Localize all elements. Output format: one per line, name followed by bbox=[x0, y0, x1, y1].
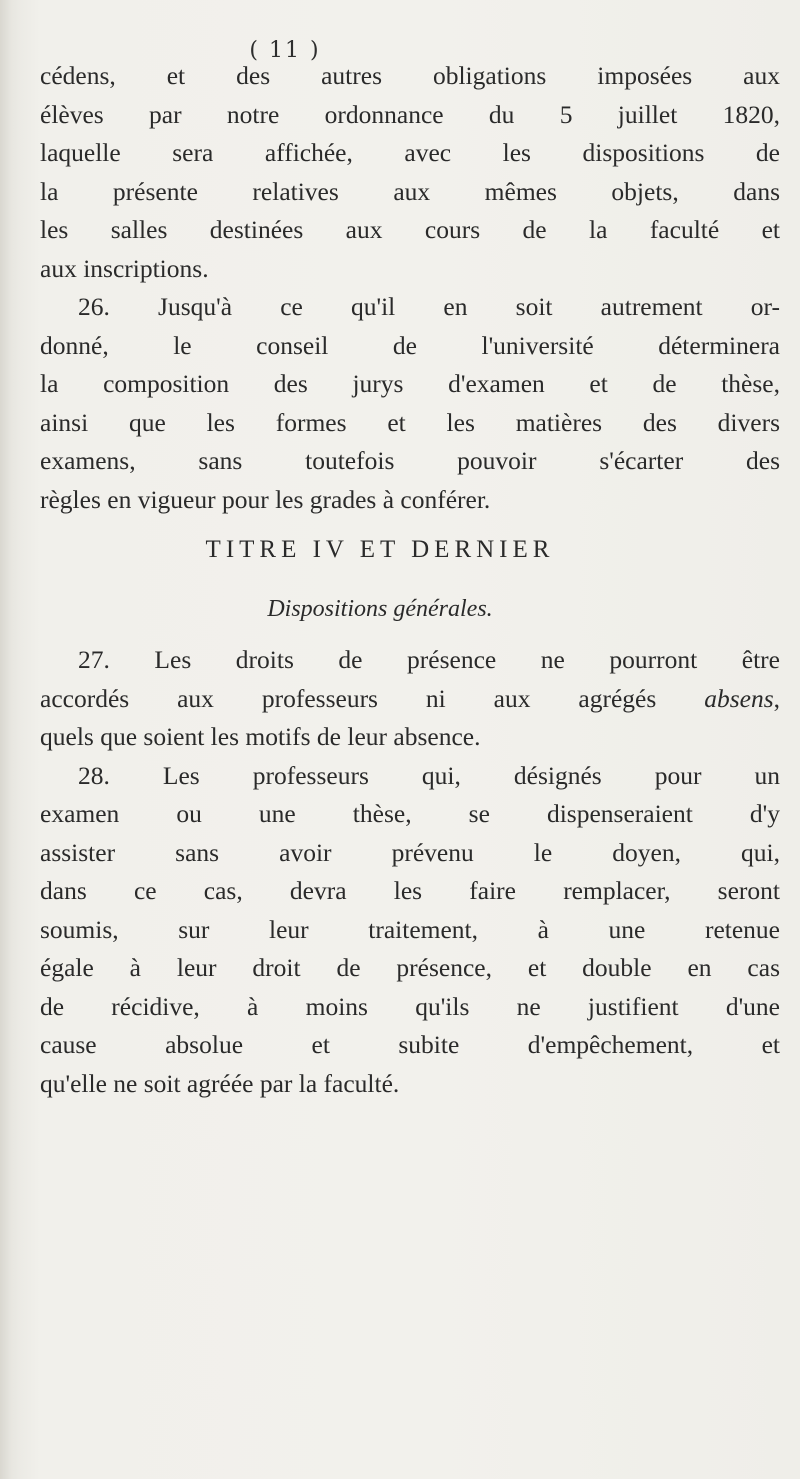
text-line: ainsi que les formes et les matières des divers bbox=[40, 407, 780, 437]
text-line: laquelle sera affichée, avec les dispositions de bbox=[40, 138, 780, 167]
paragraph-continued bbox=[40, 57, 780, 288]
italic-word: absens bbox=[704, 683, 774, 713]
text-line: assister sans avoir prévenu le doyen, qui, bbox=[40, 837, 780, 867]
text-line: de récidive, à moins qu'ils ne justifient d'une bbox=[40, 991, 780, 1021]
section-subtitle: Dispositions générales. bbox=[267, 596, 493, 622]
text-line: cause absolue et subite d'empêchement, et bbox=[40, 1030, 780, 1059]
text-segment: , bbox=[773, 683, 780, 713]
text-line: dans ce cas, devra les faire remplacer, seront bbox=[40, 876, 780, 905]
text-line: les salles destinées aux cours de la faculté et bbox=[40, 215, 780, 244]
text-line: soumis, sur leur traitement, à une retenue bbox=[40, 914, 780, 944]
page-number: ( 11 ) bbox=[249, 38, 321, 63]
text-line: examens, sans toutefois pouvoir s'écarter des bbox=[40, 446, 780, 475]
text-line: 27. Les droits de présence ne pourront être bbox=[78, 645, 780, 674]
text-line: règles en vigueur pour les grades à conférer. bbox=[40, 484, 491, 514]
text-line: élèves par notre ordonnance du 5 juillet 1820, bbox=[40, 99, 780, 129]
article-26 bbox=[40, 288, 780, 519]
text-line bbox=[40, 680, 780, 719]
binding-edge bbox=[0, 0, 18, 1479]
text-line: aux inscriptions. bbox=[40, 253, 209, 283]
text-line: examen ou une thèse, se dispenseraient d'y bbox=[40, 799, 780, 828]
text-line: égale à leur droit de présence, et double en cas bbox=[40, 953, 780, 982]
article-27 bbox=[40, 641, 780, 757]
article-28 bbox=[40, 757, 780, 1104]
text-line: 26. Jusqu'à ce qu'il en soit autrement or- bbox=[78, 292, 780, 321]
text-line: 28. Les professeurs qui, désignés pour un bbox=[78, 760, 780, 790]
text-segment: accordés aux professeurs ni aux agrégés bbox=[40, 683, 705, 713]
text-line: la présente relatives aux mêmes objets, dans bbox=[40, 176, 780, 206]
page-text bbox=[40, 57, 780, 1103]
text-line: la composition des jurys d'examen et de thèse, bbox=[40, 369, 780, 398]
text-line: qu'elle ne soit agréée par la faculté. bbox=[40, 1068, 400, 1098]
section-title: TITRE IV ET DERNIER bbox=[205, 536, 555, 563]
text-line: quels que soient les motifs de leur absence. bbox=[40, 722, 481, 751]
text-line: donné, le conseil de l'université déterminera bbox=[40, 330, 780, 360]
text-line: cédens, et des autres obligations imposées aux bbox=[40, 61, 780, 90]
